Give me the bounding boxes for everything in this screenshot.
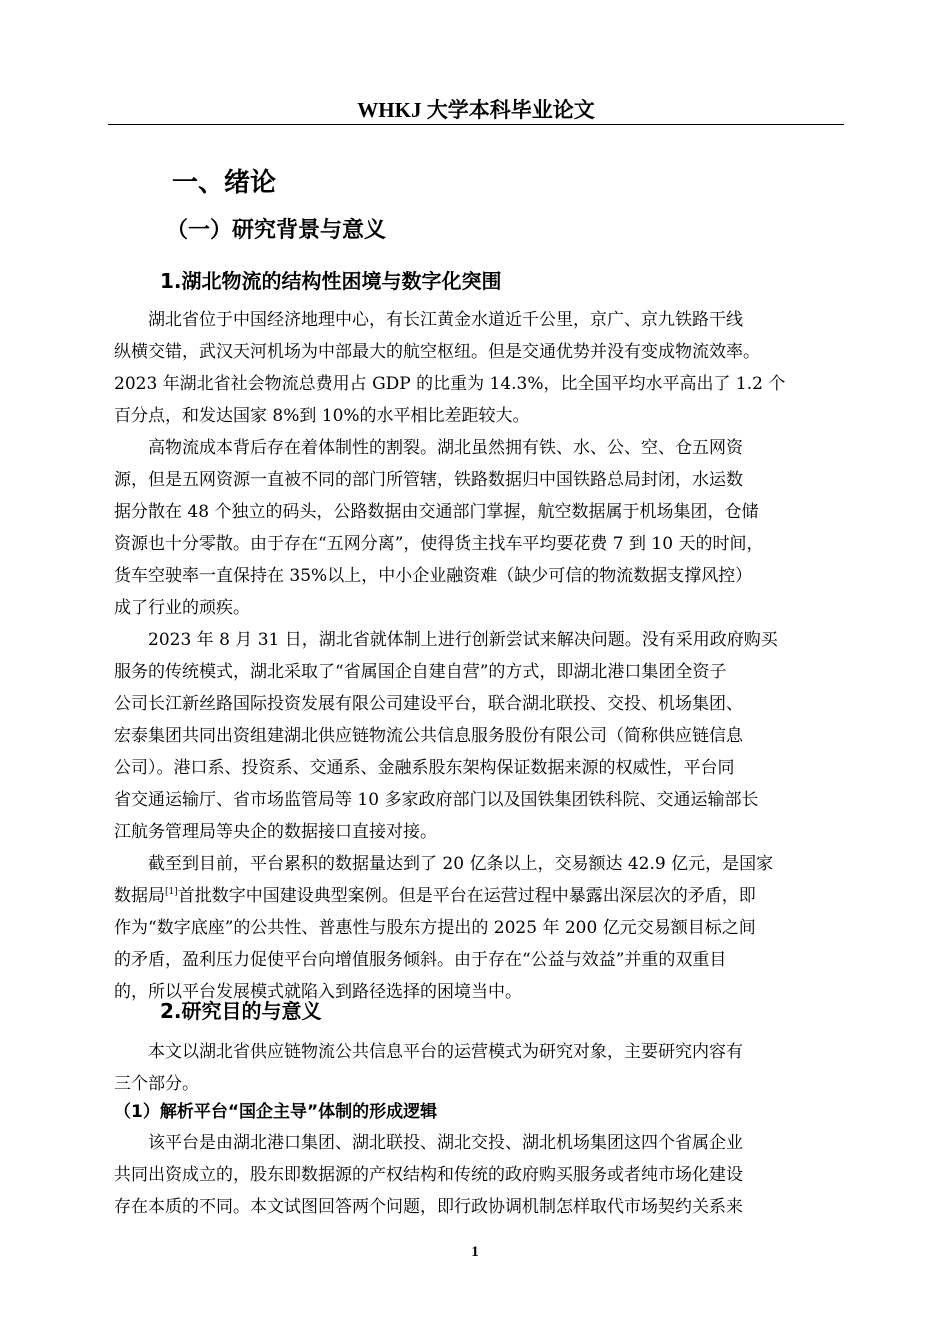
paragraph-text: 首批数字中国建设典型案例。但是平台在运营过程中暴露出深层次的矛盾，即 <box>177 886 756 906</box>
section-title: （一）研究背景与意义 <box>166 218 387 243</box>
paragraph-line: 本文以湖北省供应链物流公共信息平台的运营模式为研究对象，主要研究内容有 <box>114 1042 743 1062</box>
paragraph-line: 存在本质的不同。本文试图回答两个问题，即行政协调机制怎样取代市场契约关系来 <box>114 1197 743 1217</box>
paragraph-line: 江航务管理局等央企的数据接口直接对接。 <box>114 822 437 842</box>
paragraph-line: 的，所以平台发展模式就陷入到路径选择的困境当中。 <box>114 982 522 1002</box>
chapter-title: 一、绪论 <box>172 168 277 198</box>
page-number: 1 <box>471 1244 479 1260</box>
subsection-title-1: 1.湖北物流的结构性困境与数字化突围 <box>160 269 502 293</box>
paragraph-text-run <box>114 880 756 912</box>
paragraph-4 <box>114 848 838 1008</box>
paragraph-line: 的矛盾，盈利压力促使平台向增值服务倾斜。由于存在“公益与效益”并重的双重目 <box>114 950 727 970</box>
paragraph-line: 省交通运输厅、省市场监管局等 10 多家政府部门以及国铁集团铁科院、交通运输部长 <box>114 790 759 810</box>
citation-marker: [1] <box>165 887 178 897</box>
paragraph-line: 2023 年湖北省社会物流总费用占 GDP 的比重为 14.3%，比全国平均水平高出了 1.2 个 <box>114 374 786 394</box>
paragraph-1 <box>114 304 838 432</box>
paragraph-line: 共同出资成立的，股东即数据源的产权结构和传统的政府购买服务或者纯市场化建设 <box>114 1165 743 1185</box>
paragraph-2 <box>114 432 838 624</box>
paragraph-line: 服务的传统模式，湖北采取了“省属国企自建自营”的方式，即湖北港口集团全资子 <box>114 662 727 682</box>
paragraph-text: 数据局 <box>114 886 165 906</box>
paragraph-line: 作为“数字底座”的公共性、普惠性与股东方提出的 2025 年 200 亿元交易额目标之间 <box>114 918 756 938</box>
paragraph-line: 截至到目前，平台累积的数据量达到了 20 亿条以上，交易额达 42.9 亿元，是国家 <box>114 854 774 874</box>
paragraph-line: 湖北省位于中国经济地理中心，有长江黄金水道近千公里，京广、京九铁路干线 <box>114 310 743 330</box>
paragraph-line: 高物流成本背后存在着体制性的割裂。湖北虽然拥有铁、水、公、空、仓五网资 <box>114 438 743 458</box>
paragraph-line: 源，但是五网资源一直被不同的部门所管辖，铁路数据归中国铁路总局封闭，水运数 <box>114 470 743 490</box>
header-divider <box>108 124 844 125</box>
paragraph-line: 货车空驶率一直保持在 35%以上，中小企业融资难（缺少可信的物流数据支撑风控） <box>114 566 753 586</box>
paragraph-line: 纵横交错，武汉天河机场为中部最大的航空枢纽。但是交通优势并没有变成物流效率。 <box>114 342 760 362</box>
paragraph-line: 该平台是由湖北港口集团、湖北联投、湖北交投、湖北机场集团这四个省属企业 <box>114 1133 743 1153</box>
paragraph-line: 公司长江新丝路国际投资发展有限公司建设平台，联合湖北联投、交投、机场集团、 <box>114 694 743 714</box>
paragraph-3 <box>114 624 838 848</box>
paragraph-line: 三个部分。 <box>114 1074 199 1094</box>
paragraph-line: 资源也十分零散。由于存在“五网分离”，使得货主找车平均要花费 7 到 10 天的时间， <box>114 534 764 554</box>
page-header-title: WHKJ 大学本科毕业论文 <box>357 98 595 122</box>
subsection-title-2: 2.研究目的与意义 <box>160 999 322 1023</box>
paragraph-line: 百分点，和发达国家 8%到 10%的水平相比差距较大。 <box>114 406 530 426</box>
paragraph-line: 成了行业的顽疾。 <box>114 598 250 618</box>
paragraph-line: 据分散在 48 个独立的码头，公路数据由交通部门掌握，航空数据属于机场集团，仓储 <box>114 502 759 522</box>
paragraph-line: 公司）。港口系、投资系、交通系、金融系股东架构保证数据来源的权威性，平台同 <box>114 758 735 778</box>
paragraph-line <box>114 880 838 912</box>
paragraph-line: 宏泰集团共同出资组建湖北供应链物流公共信息服务股份有限公司（简称供应链信息 <box>114 726 743 746</box>
paragraph-line: 2023 年 8 月 31 日，湖北省就体制上进行创新尝试来解决问题。没有采用政府购买 <box>114 630 778 650</box>
paragraph-6 <box>114 1127 838 1223</box>
paragraph-5 <box>114 1036 838 1100</box>
subheading-title: （1）解析平台“国企主导”体制的形成逻辑 <box>114 1102 438 1122</box>
